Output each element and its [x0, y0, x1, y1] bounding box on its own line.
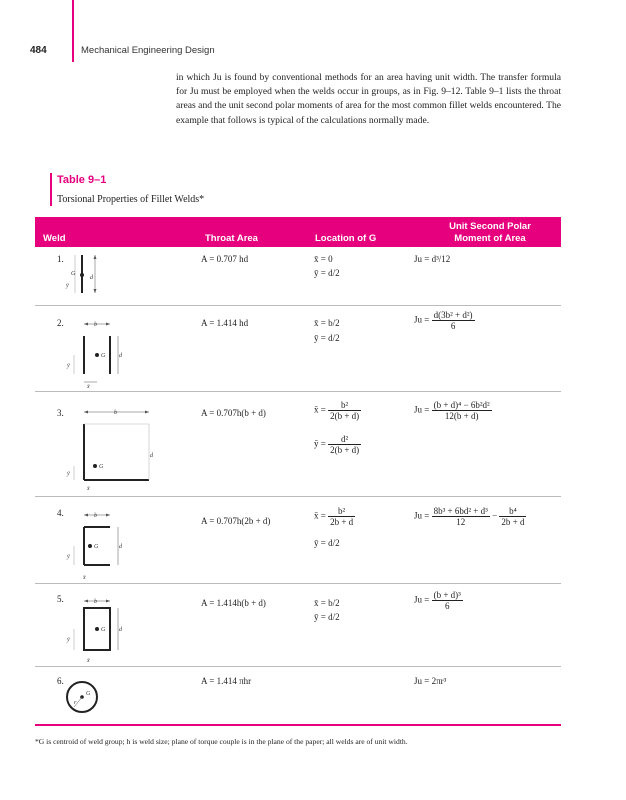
label-d: d	[119, 353, 122, 359]
label-ybar: ȳ	[66, 283, 69, 289]
row-number: 6.	[57, 676, 64, 686]
intro-paragraph: in which Ju is found by conventional methods for an area having unit width. The transfer formula for Ju must be employed when the welds occur in groups, as in Fig. 9–12. Table 9–1 lists the throat areas and the unit second polar moments of area for the most common fillet welds encountered. The example that follows is typical of the calculations normally made.	[176, 72, 561, 126]
throat-area: A = 1.414 πhr	[201, 676, 252, 686]
row-separator	[35, 496, 561, 497]
ybar-numerator: d²	[328, 434, 361, 445]
header-rule	[72, 0, 74, 62]
label-xbar: x̄	[87, 486, 90, 492]
label-g: G	[94, 544, 99, 550]
polar-moment	[414, 400, 492, 421]
polar-lhs: Ju =	[414, 404, 430, 415]
label-xbar: x̄	[87, 658, 90, 664]
weld-diagram-1	[62, 251, 112, 301]
label-b: b	[94, 599, 97, 605]
polar-lhs: Ju =	[414, 594, 430, 605]
label-g: G	[99, 464, 104, 470]
table-header	[35, 217, 561, 247]
xbar: x̄ = 0	[314, 254, 333, 264]
table-footnote: *G is centroid of weld group; h is weld size; plane of torque couple is in the plane of the paper; all welds are of unit width.	[35, 737, 408, 746]
weld-diagram-3	[62, 402, 162, 494]
row-number: 4.	[57, 508, 64, 518]
polar-moment	[414, 506, 526, 527]
throat-area: A = 0.707h(b + d)	[201, 408, 266, 418]
row-separator	[35, 666, 561, 667]
polar-moment	[414, 590, 463, 611]
polar-lhs: Ju =	[414, 510, 430, 521]
running-title: Mechanical Engineering Design	[81, 45, 215, 56]
label-g: G	[71, 271, 76, 277]
table-bottom-rule	[35, 724, 561, 726]
ybar: ȳ = d/2	[314, 268, 340, 278]
row-number: 2.	[57, 318, 64, 328]
xbar	[314, 506, 355, 527]
throat-area: A = 1.414 hd	[201, 318, 249, 328]
row-separator	[35, 391, 561, 392]
xbar-lhs: x̄ =	[314, 510, 326, 521]
polar-numerator-2: b⁴	[499, 506, 526, 517]
xbar: x̄ = b/2	[314, 598, 340, 608]
ybar-denominator: 2(b + d)	[330, 445, 360, 455]
row-number: 3.	[57, 408, 64, 418]
label-xbar: x̄	[87, 384, 90, 390]
label-r: r	[74, 700, 77, 706]
weld-diagram-6	[62, 675, 112, 719]
xbar	[314, 400, 361, 421]
polar-numerator: (b + d)³	[433, 590, 461, 600]
polar-lhs: Ju =	[414, 314, 430, 325]
ybar-lhs: ȳ =	[314, 438, 326, 449]
label-g: G	[101, 353, 106, 359]
polar-denominator: 12(b + d)	[444, 411, 479, 421]
throat-area: A = 0.707 hd	[201, 254, 249, 264]
xbar-denominator: 2(b + d)	[330, 411, 360, 421]
xbar-numerator: b²	[328, 400, 361, 411]
row-separator	[35, 305, 561, 306]
ybar	[314, 434, 361, 455]
throat-area: A = 1.414h(b + d)	[201, 598, 266, 608]
col-throat-area: Throat Area	[205, 233, 258, 244]
polar-denominator: 6	[444, 601, 450, 611]
label-ybar: ȳ	[67, 637, 70, 643]
polar-moment: Ju = 2πr³	[414, 676, 447, 686]
col-polar-line1: Unit Second Polar	[449, 221, 531, 232]
polar-numerator: 8b³ + 6bd² + d³	[433, 506, 488, 516]
col-weld: Weld	[43, 233, 66, 244]
table-caption: Torsional Properties of Fillet Welds*	[57, 194, 205, 205]
ybar: ȳ = d/2	[314, 612, 340, 622]
xbar-denominator: 2b + d	[330, 517, 354, 527]
polar-denominator: 6	[450, 321, 456, 331]
col-location: Location of G	[315, 233, 377, 244]
weld-diagram-4	[62, 505, 137, 581]
row-number: 1.	[57, 254, 64, 264]
polar-moment: Ju = d³/12	[414, 254, 451, 264]
label-g: G	[86, 691, 91, 697]
xbar-lhs: x̄ =	[314, 404, 326, 415]
xbar: x̄ = b/2	[314, 318, 340, 328]
label-xbar: x̄	[83, 575, 86, 581]
label-g: G	[101, 627, 106, 633]
polar-minus: −	[492, 510, 498, 521]
col-polar-line2: Moment of Area	[454, 233, 526, 244]
weld-diagram-2	[62, 314, 137, 390]
throat-area: A = 0.707h(2b + d)	[201, 516, 271, 526]
table-label-bar	[50, 173, 52, 206]
ybar: ȳ = d/2	[314, 538, 340, 548]
polar-moment	[414, 310, 475, 331]
label-b: b	[114, 410, 117, 416]
label-b: b	[94, 513, 97, 519]
polar-denominator-2: 2b + d	[501, 517, 525, 527]
label-d: d	[90, 275, 93, 281]
label-d: d	[119, 544, 122, 550]
weld-diagram-5	[62, 591, 137, 665]
label-ybar: ȳ	[67, 471, 70, 477]
page-number: 484	[30, 45, 47, 56]
label-d: d	[150, 453, 153, 459]
row-separator	[35, 583, 561, 584]
label-d: d	[119, 627, 122, 633]
polar-numerator: d(3b² + d²)	[433, 310, 473, 320]
label-ybar: ȳ	[67, 363, 70, 369]
label-b: b	[94, 322, 97, 328]
xbar-numerator: b²	[328, 506, 355, 517]
table-label: Table 9–1	[57, 174, 107, 186]
row-number: 5.	[57, 594, 64, 604]
label-ybar: ȳ	[67, 554, 70, 560]
polar-numerator: (b + d)⁴ − 6b²d²	[433, 400, 490, 410]
ybar: ȳ = d/2	[314, 333, 340, 343]
polar-denominator: 12	[456, 517, 466, 527]
